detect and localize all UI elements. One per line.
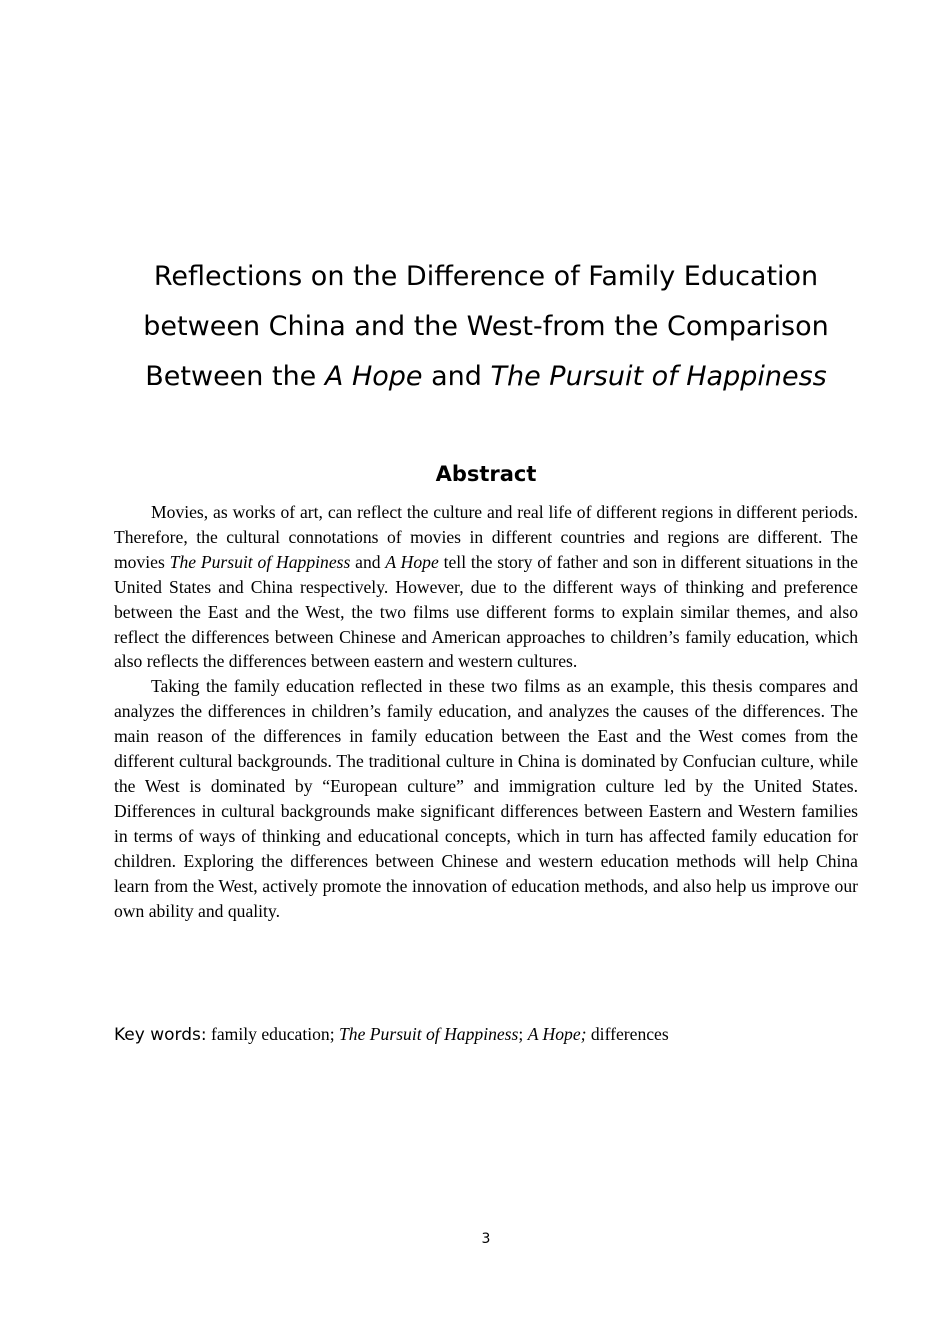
title-line-2: between China and the West-from the Comparison bbox=[143, 311, 829, 342]
abstract-p1-film-pursuit: The Pursuit of Happiness bbox=[169, 551, 351, 572]
title-line-3-prefix: Between the bbox=[145, 361, 325, 392]
keywords-label: Key words: bbox=[114, 1025, 207, 1045]
title-line-1: Reflections on the Difference of Family Education bbox=[153, 261, 819, 292]
keyword-a-hope: A Hope; bbox=[527, 1024, 587, 1044]
title-film-pursuit-of-happiness: The Pursuit of Happiness bbox=[490, 361, 827, 392]
title-line-3-and: and bbox=[422, 361, 491, 392]
keyword-pursuit-of-happiness: The Pursuit of Happiness bbox=[339, 1024, 519, 1044]
abstract-p1-and: and bbox=[350, 551, 386, 572]
abstract-body bbox=[114, 500, 858, 923]
abstract-p1-part1: Movies, as works of art, can reflect the culture and real life of different regions in different periods. Therefore, the cultural connotations of movies in different countries and regions are different. The movies bbox=[114, 502, 858, 572]
keywords-line bbox=[114, 1021, 858, 1048]
abstract-p1-part2: tell the story of father and son in different situations in the United States and China respectively. However, due to the different ways of thinking and preference between the East and the West, the two films use different forms to explain similar themes, and also reflect the differences between Chinese and American approaches to children’s family education, which also reflects the differences between eastern and western cultures. bbox=[114, 551, 858, 672]
abstract-paragraph-2: Taking the family education reflected in these two films as an example, this thesis compares and analyzes the differences in children’s family education, and analyzes the causes of the differences. The main reason of the differences in family education between the East and the West comes from the different cultural backgrounds. The traditional culture in China is dominated by Confucian culture, while the West is dominated by “European culture” and immigration culture led by the United States. Differences in cultural backgrounds make significant differences between Eastern and Western families in terms of ways of thinking and educational concepts, which in turn has affected family education for children. Exploring the differences between Chinese and western education methods will help China learn from the West, actively promote the innovation of education methods, and also help us improve our own ability and quality. bbox=[114, 676, 858, 921]
keyword-separator: ; bbox=[518, 1024, 528, 1044]
title-film-a-hope: A Hope bbox=[324, 361, 423, 392]
abstract-p1-film-a-hope: A Hope bbox=[385, 551, 439, 572]
page-number: 3 bbox=[481, 1231, 491, 1247]
abstract-paragraph-1 bbox=[114, 500, 858, 674]
keyword-differences: differences bbox=[586, 1024, 669, 1044]
keyword-family-education: family education; bbox=[206, 1024, 340, 1044]
thesis-title bbox=[90, 252, 882, 402]
abstract-heading: Abstract bbox=[435, 462, 537, 486]
title-line-3 bbox=[90, 352, 882, 402]
